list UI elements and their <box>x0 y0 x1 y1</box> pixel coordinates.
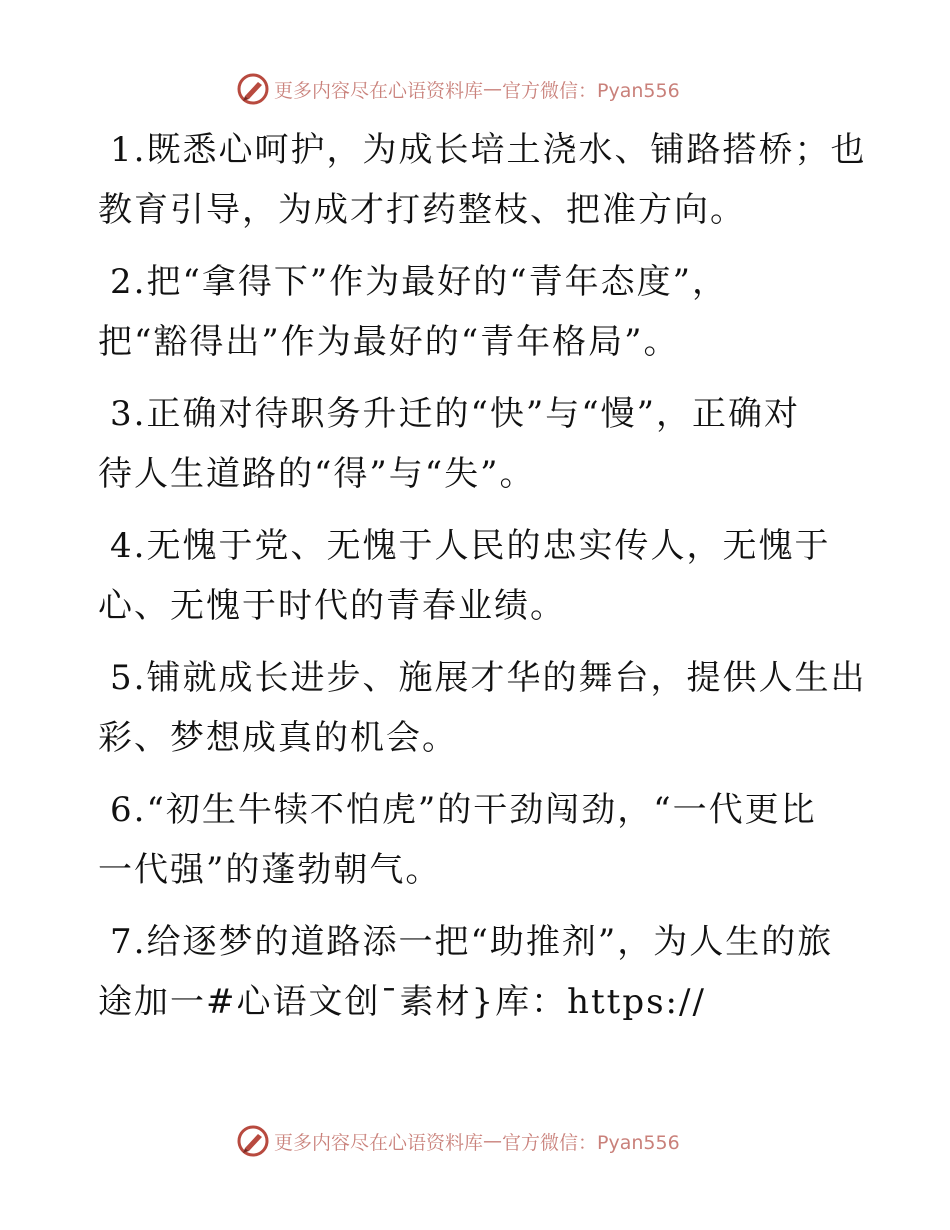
list-item <box>98 252 858 372</box>
item-line: 7.给逐梦的道路添一把“助推剂”，为人生的旅 <box>110 922 834 962</box>
pen-logo-icon <box>236 72 270 106</box>
document-body <box>98 120 867 1044</box>
item-line: 5.铺就成长进步、施展才华的舞台，提供人生出 <box>110 658 867 698</box>
header-wechat-text: 官方微信：Pyan556 <box>502 79 680 102</box>
item-line: 待人生道路的“得”与“失”。 <box>98 454 536 494</box>
list-item <box>98 648 867 768</box>
item-line: 心、无愧于时代的青春业绩。 <box>98 586 566 626</box>
footer-wechat-text: 官方微信：Pyan556 <box>502 1131 680 1154</box>
item-line: 1.既悉心呵护，为成长培土浇水、铺路搭桥；也 <box>110 130 867 170</box>
item-line: 3.正确对待职务升迁的“快”与“慢”，正确对 <box>110 394 800 434</box>
footer-promo-text: 更多内容尽在心语资料库 <box>274 1131 484 1154</box>
item-line: 把“豁得出”作为最好的“青年格局”。 <box>98 322 680 362</box>
list-item <box>98 384 858 504</box>
item-line: 彩、梦想成真的机会。 <box>98 718 458 758</box>
item-line: 教育引导，为成才打药整枝、把准方向。 <box>98 190 746 230</box>
header-promo-text: 更多内容尽在心语资料库 <box>274 79 484 102</box>
item-line: 4.无愧于党、无愧于人民的忠实传人，无愧于 <box>110 526 831 566</box>
header-banner <box>236 72 680 106</box>
footer-banner <box>236 1124 680 1158</box>
item-line: 2.把“拿得下”作为最好的“青年态度”， <box>110 262 728 302</box>
list-item <box>98 912 858 1032</box>
list-item <box>98 780 858 900</box>
pen-logo-icon <box>236 1124 270 1158</box>
header-dash: — <box>483 78 503 100</box>
item-line: 一代强”的蓬勃朝气。 <box>98 850 442 890</box>
list-item <box>98 120 867 240</box>
item-line: 途加一#心语文创¯素材}库：https:// <box>98 982 706 1022</box>
item-line: 6.“初生牛犊不怕虎”的干劲闯劲，“一代更比 <box>110 790 817 830</box>
footer-dash: — <box>483 1130 503 1152</box>
list-item <box>98 516 858 636</box>
